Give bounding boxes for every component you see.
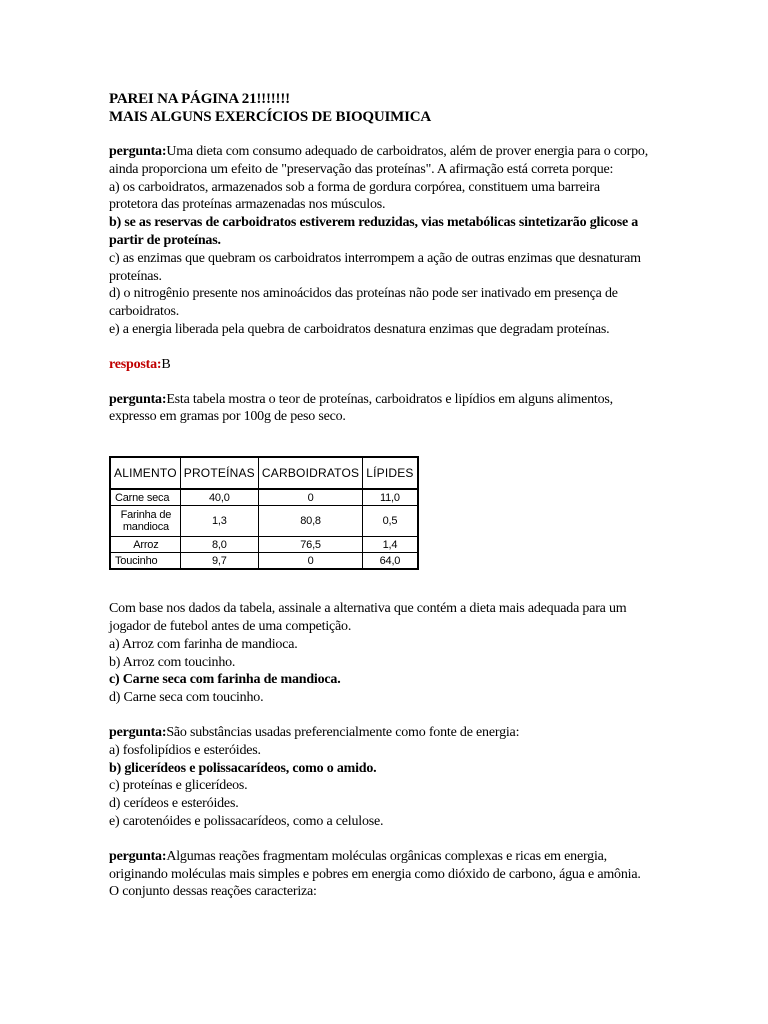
- table-cell: 0: [258, 553, 362, 570]
- question-label: pergunta:: [109, 848, 167, 864]
- question-label: pergunta:: [109, 144, 167, 159]
- q1-option-c: c) as enzimas que quebram os carboidratos interrompem a ação de outras enzimas que desnaturam proteínas.: [109, 250, 641, 284]
- q1-option-b: b) se as reservas de carboidratos estiverem reduzidas, vias metabólicas sintetizarão glicose a partir de proteínas.: [109, 215, 639, 248]
- table-cell: 64,0: [363, 553, 418, 570]
- question-2-followup: Com base nos dados da tabela, assinale a alternativa que contém a dieta mais adequada para um jogador de futebol antes de uma competição.: [109, 601, 627, 634]
- table-cell: Carne seca: [110, 489, 180, 506]
- question-4: [109, 848, 649, 901]
- table-cell: 0: [258, 489, 362, 506]
- table-row: [110, 489, 418, 506]
- answer-label: resposta:: [109, 356, 162, 372]
- table-cell: 76,5: [258, 537, 362, 553]
- table-header: PROTEÍNAS: [180, 457, 258, 489]
- table-cell: 40,0: [180, 489, 258, 506]
- q2-option-d: d) Carne seca com toucinho.: [109, 690, 264, 706]
- table-header: CARBOIDRATOS: [258, 457, 362, 489]
- table-cell: 80,8: [258, 506, 362, 537]
- q1-option-e: e) a energia liberada pela quebra de carboidratos desnatura enzimas que degradam proteínas.: [109, 321, 610, 337]
- question-text: São substâncias usadas preferencialmente como fonte de energia:: [166, 724, 520, 740]
- document-body: [109, 90, 649, 901]
- table-cell: 9,7: [180, 553, 258, 570]
- q1-option-a: a) os carboidratos, armazenados sob a forma de gordura corpórea, constituem uma barreira protetora das proteínas armazenadas nos músculos.: [109, 179, 600, 213]
- table-cell: 11,0: [363, 489, 418, 506]
- table-cell: 0,5: [363, 506, 418, 537]
- question-1: [109, 143, 649, 179]
- question-text: Uma dieta com consumo adequado de carboidratos, além de prover energia para o corpo, ainda proporciona um efeito de "preservação das proteínas". A afirmação está correta porque:: [109, 144, 649, 177]
- table-header: ALIMENTO: [110, 457, 180, 489]
- table-cell: 1,4: [363, 537, 418, 553]
- q2-option-c: c) Carne seca com farinha de mandioca.: [109, 672, 341, 688]
- nutrition-table: [109, 456, 419, 570]
- question-3: [109, 724, 649, 742]
- table-row: [110, 537, 418, 553]
- page-title: PAREI NA PÁGINA 21!!!!!!!: [109, 91, 290, 107]
- answer-value: B: [161, 356, 171, 372]
- table-cell: Arroz: [110, 537, 180, 553]
- table-header: LÍPIDES: [363, 457, 418, 489]
- table-row: [110, 553, 418, 570]
- question-label: pergunta:: [109, 724, 167, 740]
- q3-option-a: a) fosfolipídios e esteróides.: [109, 742, 261, 758]
- table-cell: Farinha de mandioca: [110, 506, 180, 537]
- q3-option-c: c) proteínas e glicerídeos.: [109, 778, 248, 794]
- question-text: Esta tabela mostra o teor de proteínas, carboidratos e lipídios em alguns alimentos, expresso em gramas por 100g de peso seco.: [109, 391, 613, 425]
- page-subtitle: MAIS ALGUNS EXERCÍCIOS DE BIOQUIMICA: [109, 109, 432, 125]
- table-cell: 8,0: [180, 537, 258, 553]
- question-label: pergunta:: [109, 391, 167, 407]
- q3-option-b: b) glicerídeos e polissacarídeos, como o amido.: [109, 760, 377, 776]
- q3-option-d: d) cerídeos e esteróides.: [109, 796, 239, 812]
- answer-1: [109, 356, 649, 374]
- nutrition-table-wrapper: [109, 456, 414, 570]
- q1-option-d: d) o nitrogênio presente nos aminoácidos das proteínas não pode ser inativado em presença de carboidratos.: [109, 286, 618, 320]
- table-row: [110, 506, 418, 537]
- question-text: Algumas reações fragmentam moléculas orgânicas complexas e ricas em energia, originando moléculas mais simples e pobres em energia como dióxido de carbono, água e amônia. O conjunto dessas reações caracteriza:: [109, 848, 641, 900]
- q3-option-e: e) carotenóides e polissacarídeos, como a celulose.: [109, 813, 384, 829]
- q2-option-a: a) Arroz com farinha de mandioca.: [109, 636, 298, 652]
- table-cell: Toucinho: [110, 553, 180, 570]
- question-2: [109, 391, 649, 427]
- table-cell: 1,3: [180, 506, 258, 537]
- q2-option-b: b) Arroz com toucinho.: [109, 654, 236, 670]
